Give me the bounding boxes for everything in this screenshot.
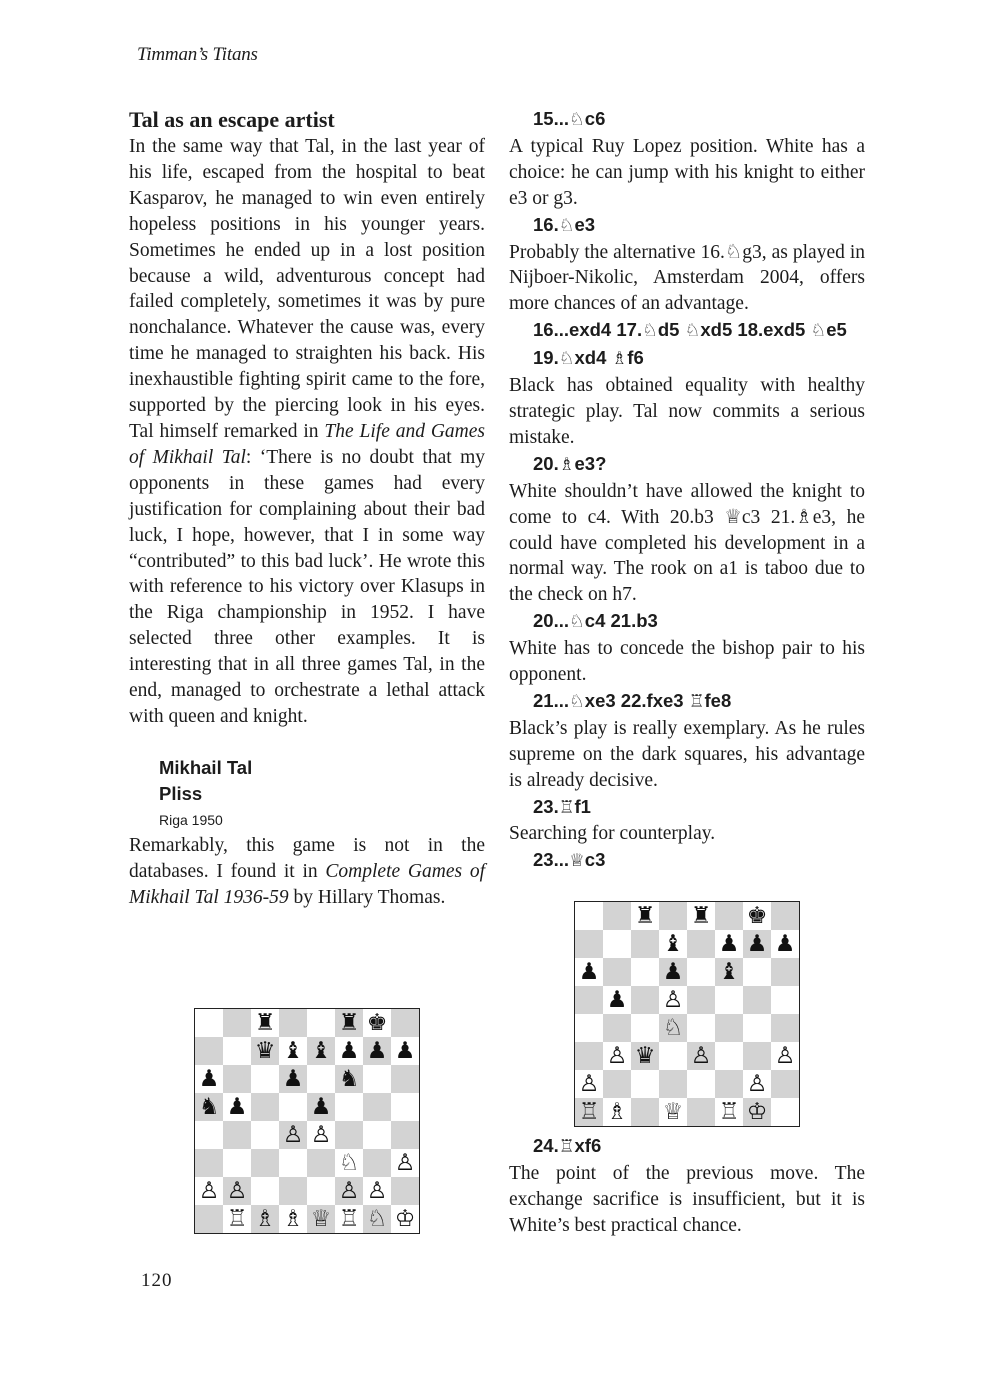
board-square xyxy=(251,1121,279,1149)
board-square xyxy=(743,1070,771,1098)
board-square xyxy=(603,902,631,930)
chess-piece: ♙ xyxy=(366,1177,388,1204)
chess-piece: ♜ xyxy=(634,902,656,929)
board-square xyxy=(279,1177,307,1205)
board-square xyxy=(659,930,687,958)
board-square xyxy=(771,1014,799,1042)
board-square xyxy=(743,986,771,1014)
chess-piece: ♘ xyxy=(338,1149,360,1176)
board-square xyxy=(743,958,771,986)
board-square xyxy=(391,1065,419,1093)
board-square xyxy=(223,1121,251,1149)
board-square xyxy=(575,1070,603,1098)
board-square xyxy=(363,1205,391,1233)
board-square xyxy=(251,1093,279,1121)
chess-piece: ♜ xyxy=(338,1009,360,1036)
chess-piece: ♙ xyxy=(606,1042,628,1069)
move-line: 16...exd4 17.♘d5 ♘xd5 18.exd5 ♘e5 19.♘xd4 ♗f6 xyxy=(533,319,847,370)
chess-piece: ♜ xyxy=(690,902,712,929)
board-square xyxy=(715,1014,743,1042)
board-square xyxy=(687,1070,715,1098)
chess-piece: ♟ xyxy=(606,986,628,1013)
board-square xyxy=(575,1042,603,1070)
chess-figurine: ♘ xyxy=(558,215,575,236)
board-square xyxy=(391,1037,419,1065)
chess-piece: ♟ xyxy=(746,930,768,957)
board-square xyxy=(771,1098,799,1126)
chess-piece: ♖ xyxy=(578,1098,600,1125)
chess-piece: ♚ xyxy=(746,902,768,929)
chess-diagram xyxy=(574,901,800,1127)
chess-figurine: ♕ xyxy=(569,851,585,872)
chess-piece: ♟ xyxy=(198,1065,220,1092)
board-square xyxy=(223,1009,251,1037)
move-line: 23...♕c3 xyxy=(533,849,606,872)
intro-paragraph xyxy=(129,134,485,730)
board-square xyxy=(195,1093,223,1121)
chess-piece: ♙ xyxy=(394,1149,416,1176)
note-text-a: Remarkably, this game is not in the databases. I found it in xyxy=(129,834,485,882)
board-square xyxy=(335,1149,363,1177)
board-square xyxy=(687,1098,715,1126)
chess-piece: ♙ xyxy=(774,1042,796,1069)
chess-piece: ♟ xyxy=(338,1037,360,1064)
board-square xyxy=(687,986,715,1014)
board-square xyxy=(771,1070,799,1098)
move-line: 20...♘c4 21.b3 xyxy=(533,610,658,633)
chess-piece: ♙ xyxy=(310,1121,332,1148)
chess-piece: ♗ xyxy=(254,1205,276,1232)
chess-piece: ♝ xyxy=(282,1037,304,1064)
board-square xyxy=(659,986,687,1014)
board-square xyxy=(251,1037,279,1065)
chess-piece: ♖ xyxy=(338,1205,360,1232)
chess-figurine: ♗ xyxy=(611,349,628,370)
board-square xyxy=(363,1009,391,1037)
chess-piece: ♛ xyxy=(634,1042,656,1069)
board-square xyxy=(687,930,715,958)
board-square xyxy=(363,1093,391,1121)
chess-piece: ♟ xyxy=(310,1093,332,1120)
move-line: 21...♘xe3 22.fxe3 ♖fe8 xyxy=(533,689,732,712)
board-square xyxy=(603,930,631,958)
board-square xyxy=(715,930,743,958)
board-square xyxy=(307,1009,335,1037)
board-square xyxy=(223,1037,251,1065)
running-head: Timman’s Titans xyxy=(137,44,258,65)
chess-piece: ♙ xyxy=(198,1177,220,1204)
board-square xyxy=(575,1098,603,1126)
board-square xyxy=(771,930,799,958)
chess-piece: ♙ xyxy=(578,1070,600,1097)
board-square xyxy=(391,1205,419,1233)
chess-figurine: ♖ xyxy=(688,691,705,712)
move-line: 23.♖f1 xyxy=(533,795,591,818)
board-square xyxy=(631,1098,659,1126)
intro-text-b: : ‘There is no doubt that my opponents in these games had every justification for complaining about their bad luck, I hope, however, that I in some way “contributed” to this bad luck’. He wrote this with reference to his victory over Klasups in the Riga championship in 1952. I have selected three other examples. It is interesting that in all three games Tal, in the end, managed to orchestrate a lethal attack with queen and knight. xyxy=(129,446,485,727)
board-square xyxy=(575,1014,603,1042)
section-title: Tal as an escape artist xyxy=(129,107,335,132)
board-square xyxy=(391,1121,419,1149)
commentary: Searching for counterplay. xyxy=(509,823,716,845)
board-square xyxy=(743,1014,771,1042)
chess-piece: ♗ xyxy=(282,1205,304,1232)
board-square xyxy=(335,1009,363,1037)
board-square xyxy=(279,1205,307,1233)
board-square xyxy=(279,1149,307,1177)
board-square xyxy=(335,1205,363,1233)
board-square xyxy=(307,1205,335,1233)
board-square xyxy=(603,1014,631,1042)
board-square xyxy=(223,1149,251,1177)
board-square xyxy=(223,1205,251,1233)
board-square xyxy=(687,958,715,986)
chess-piece: ♟ xyxy=(718,930,740,957)
board-square xyxy=(575,902,603,930)
chess-piece: ♟ xyxy=(774,930,796,957)
board-square xyxy=(771,1042,799,1070)
board-square xyxy=(195,1149,223,1177)
chess-figurine: ♘ xyxy=(810,321,827,342)
chess-figurine: ♗ xyxy=(558,454,575,475)
board-square xyxy=(223,1093,251,1121)
board-square xyxy=(307,1065,335,1093)
board-square xyxy=(363,1149,391,1177)
game-place: Riga 1950 xyxy=(159,811,223,828)
board-square xyxy=(195,1121,223,1149)
board-square xyxy=(631,1014,659,1042)
chess-figurine: ♖ xyxy=(558,1137,575,1158)
chess-piece: ♙ xyxy=(662,986,684,1013)
game-white-player: Mikhail Tal xyxy=(159,756,253,778)
board-square xyxy=(659,1070,687,1098)
chess-piece: ♟ xyxy=(662,958,684,985)
board-square xyxy=(659,1042,687,1070)
page-number: 120 xyxy=(141,1270,173,1291)
board-square xyxy=(251,1149,279,1177)
board-square xyxy=(715,1070,743,1098)
board-square xyxy=(335,1065,363,1093)
board-square xyxy=(363,1121,391,1149)
chess-piece: ♟ xyxy=(282,1065,304,1092)
chess-piece: ♙ xyxy=(338,1177,360,1204)
board-square xyxy=(363,1065,391,1093)
left-column xyxy=(129,106,485,911)
chess-piece: ♘ xyxy=(662,1014,684,1041)
board-square xyxy=(715,986,743,1014)
board-square xyxy=(603,1098,631,1126)
chess-piece: ♔ xyxy=(746,1098,768,1125)
board-square xyxy=(223,1177,251,1205)
board-square xyxy=(335,1121,363,1149)
board-square xyxy=(659,902,687,930)
chess-piece: ♙ xyxy=(690,1042,712,1069)
board-square xyxy=(307,1037,335,1065)
chess-piece: ♖ xyxy=(718,1098,740,1125)
chess-piece: ♟ xyxy=(578,958,600,985)
board-square xyxy=(307,1121,335,1149)
board-square xyxy=(743,1042,771,1070)
board-square xyxy=(363,1037,391,1065)
board-square xyxy=(391,1149,419,1177)
board-square xyxy=(251,1009,279,1037)
chess-piece: ♝ xyxy=(662,930,684,957)
move-line: 15...♘c6 xyxy=(533,108,606,130)
board-square xyxy=(223,1065,251,1093)
board-square xyxy=(575,930,603,958)
chess-piece: ♟ xyxy=(366,1037,388,1064)
board-square xyxy=(603,958,631,986)
commentary: White has to concede the bishop pair to his opponent. xyxy=(509,638,865,686)
board-square xyxy=(715,958,743,986)
chess-figurine: ♘ xyxy=(642,321,658,342)
board-square xyxy=(603,1070,631,1098)
note-paragraph xyxy=(129,833,485,911)
board-square xyxy=(307,1149,335,1177)
chess-piece: ♜ xyxy=(254,1009,276,1036)
board-square xyxy=(251,1177,279,1205)
chess-piece: ♛ xyxy=(254,1037,276,1064)
board-square xyxy=(687,902,715,930)
board-square xyxy=(575,986,603,1014)
chess-piece: ♝ xyxy=(718,958,740,985)
chess-piece: ♟ xyxy=(394,1037,416,1064)
move-line: 20.♗e3? xyxy=(533,452,607,475)
board-square xyxy=(279,1121,307,1149)
chess-piece: ♞ xyxy=(198,1093,220,1120)
book-title: Complete Games of Mikhail Tal 1936-59 xyxy=(129,860,485,908)
board-square xyxy=(391,1177,419,1205)
board-square xyxy=(307,1093,335,1121)
chess-figurine: ♖ xyxy=(558,797,575,818)
chess-piece: ♟ xyxy=(226,1093,248,1120)
chess-piece: ♙ xyxy=(282,1121,304,1148)
board-square xyxy=(575,958,603,986)
commentary: Probably the alternative 16.♘g3, as played in Nijboer-Nikolic, Amsterdam 2004, offers more chances of an advantage. xyxy=(509,241,865,315)
board-square xyxy=(195,1065,223,1093)
board-square xyxy=(743,902,771,930)
chess-figurine: ♘ xyxy=(569,691,585,712)
board-square xyxy=(335,1037,363,1065)
board-square xyxy=(363,1177,391,1205)
chess-piece: ♔ xyxy=(394,1205,416,1232)
board-square xyxy=(279,1093,307,1121)
move-line: 24.♖xf6 xyxy=(533,1135,602,1158)
note-text-b: by Hillary Thomas. xyxy=(288,886,446,908)
board-square xyxy=(771,958,799,986)
chess-figurine: ♘ xyxy=(558,349,575,370)
chess-piece: ♙ xyxy=(746,1070,768,1097)
board-square xyxy=(743,1098,771,1126)
chess-figurine: ♘ xyxy=(569,110,585,130)
board-square xyxy=(631,902,659,930)
commentary: A typical Ruy Lopez position. White has a choice: he can jump with his knight to either e3 or g3. xyxy=(509,135,865,209)
board-square xyxy=(715,902,743,930)
chess-piece: ♝ xyxy=(310,1037,332,1064)
board-square xyxy=(631,986,659,1014)
board-square xyxy=(687,1014,715,1042)
chess-piece: ♙ xyxy=(226,1177,248,1204)
board-square xyxy=(659,958,687,986)
chess-piece: ♕ xyxy=(310,1205,332,1232)
board-square xyxy=(195,1177,223,1205)
chess-piece: ♞ xyxy=(338,1065,360,1092)
chess-piece: ♘ xyxy=(366,1205,388,1232)
chess-diagram xyxy=(194,1008,420,1234)
board-square xyxy=(603,986,631,1014)
board-square xyxy=(251,1065,279,1093)
board-square xyxy=(307,1177,335,1205)
chess-figurine: ♘ xyxy=(684,321,701,342)
board-square xyxy=(279,1037,307,1065)
chess-piece: ♚ xyxy=(366,1009,388,1036)
game-black-player: Pliss xyxy=(159,782,203,804)
commentary: The point of the previous move. The exchange sacrifice is insufficient, but it is White’s best practical chance. xyxy=(509,1163,865,1236)
chess-piece: ♕ xyxy=(662,1098,684,1125)
board-square xyxy=(743,930,771,958)
board-square xyxy=(771,902,799,930)
board-square xyxy=(631,1070,659,1098)
board-square xyxy=(251,1205,279,1233)
board-square xyxy=(391,1009,419,1037)
board-square xyxy=(659,1014,687,1042)
board-square xyxy=(659,1098,687,1126)
board-square xyxy=(279,1009,307,1037)
board-square xyxy=(687,1042,715,1070)
intro-text-a: In the same way that Tal, in the last year of his life, escaped from the hospital to beat Kasparov, he managed to win even entirely hopeless positions in his younger years. Sometimes he ended up in a lost position because a wild, adventurous concept had failed completely, sometimes it was by pure nonchalance. Whatever the cause was, every time he managed to straighten his back. His inexhaustible fighting spirit came to the fore, supported by the piercing look in his eyes. Tal himself remarked in xyxy=(129,136,485,442)
commentary: Black has obtained equality with healthy strategic play. Tal now commits a serious mistake. xyxy=(509,375,865,448)
board-square xyxy=(715,1042,743,1070)
board-square xyxy=(631,958,659,986)
commentary: Black’s play is really exemplary. As he rules supreme on the dark squares, his advantage is already decisive. xyxy=(509,717,865,791)
book-title: The Life and Games of Mikhail Tal xyxy=(129,420,485,468)
board-square xyxy=(335,1177,363,1205)
board-square xyxy=(335,1093,363,1121)
board-square xyxy=(631,1042,659,1070)
board-square xyxy=(715,1098,743,1126)
board-square xyxy=(603,1042,631,1070)
commentary: White shouldn’t have allowed the knight to come to c4. With 20.b3 ♕c3 21.♗e3, he could have completed his development in a normal way. The rook on a1 is taboo due to the check on h7. xyxy=(509,480,865,606)
move-line: 16.♘e3 xyxy=(533,213,596,236)
chess-figurine: ♘ xyxy=(569,612,585,633)
board-square xyxy=(631,930,659,958)
board-square xyxy=(279,1065,307,1093)
board-square xyxy=(195,1205,223,1233)
chess-piece: ♗ xyxy=(606,1098,628,1125)
chess-piece: ♖ xyxy=(226,1205,248,1232)
board-square xyxy=(195,1009,223,1037)
board-square xyxy=(771,986,799,1014)
board-square xyxy=(195,1037,223,1065)
board-square xyxy=(391,1093,419,1121)
